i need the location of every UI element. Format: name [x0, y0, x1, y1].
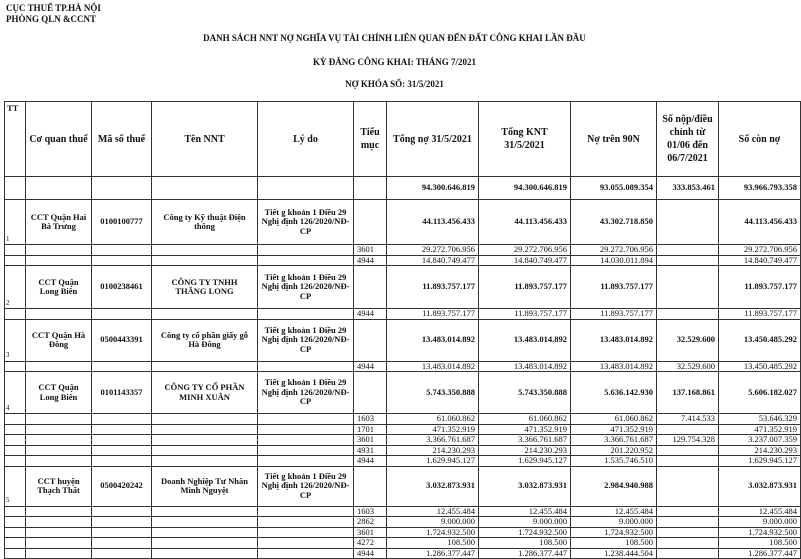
amount-remaining: 1.286.377.447 — [719, 548, 801, 559]
amount-paid — [657, 255, 719, 266]
table-sub-row — [5, 255, 801, 266]
sub-item: 3601 — [354, 245, 387, 256]
empty-cell — [152, 456, 258, 467]
amount-remaining: 1.724.932.500 — [719, 527, 801, 538]
empty-cell — [258, 414, 354, 425]
empty-cell — [26, 456, 92, 467]
publication-period: KỲ ĐĂNG CÔNG KHAI: THÁNG 7/2021 — [312, 57, 477, 67]
total-debt-sum: 94.300.646.819 — [387, 177, 479, 200]
header-left — [6, 3, 101, 25]
empty-cell — [5, 361, 26, 372]
amount-total-knt: 3.366.761.687 — [479, 435, 571, 446]
tax-agency: CCT Quận Hai Bà Trưng — [26, 200, 92, 245]
sub-item — [354, 319, 387, 361]
amount-total-knt: 14.840.749.477 — [479, 255, 571, 266]
sub-item: 1603 — [354, 506, 387, 517]
amount-over90: 13.483.014.892 — [571, 319, 657, 361]
empty-cell — [152, 361, 258, 372]
tax-code: 0500420242 — [92, 466, 152, 506]
tax-agency: CCT huyện Thạch Thất — [26, 466, 92, 506]
amount-over90: 43.302.718.850 — [571, 200, 657, 245]
empty-cell — [152, 414, 258, 425]
empty-cell — [5, 548, 26, 559]
amount-total-knt: 5.743.350.888 — [479, 372, 571, 414]
empty-cell — [5, 506, 26, 517]
amount-remaining: 11.893.757.177 — [719, 266, 801, 309]
empty-cell — [92, 517, 152, 528]
amount-remaining: 53.646.329 — [719, 414, 801, 425]
amount-paid: 129.754.328 — [657, 435, 719, 446]
empty-cell — [258, 445, 354, 456]
amount-remaining: 13.450.485.292 — [719, 319, 801, 361]
empty-cell — [26, 361, 92, 372]
sub-item: 3601 — [354, 527, 387, 538]
table-sub-row — [5, 538, 801, 549]
amount-remaining: 5.606.182.027 — [719, 372, 801, 414]
document-title: DANH SÁCH NNT NỢ NGHĨA VỤ TÀI CHÍNH LIÊN QUAN ĐẾN ĐẤT CÔNG KHAI LẦN ĐẦU — [203, 33, 586, 43]
total-knt-sum: 94.300.646.819 — [479, 177, 571, 200]
amount-paid: 137.168.861 — [657, 372, 719, 414]
amount-paid: 32.529.600 — [657, 319, 719, 361]
amount-over90: 108.500 — [571, 538, 657, 549]
reason: Tiết g khoản 1 Điều 29 Nghị định 126/2020/NĐ-CP — [258, 372, 354, 414]
amount-paid — [657, 309, 719, 320]
table-sub-row — [5, 414, 801, 425]
empty-cell — [5, 309, 26, 320]
row-number: 3 — [5, 319, 26, 361]
amount-over90: 29.272.706.956 — [571, 245, 657, 256]
table-sub-row — [5, 435, 801, 446]
reason: Tiết g khoản 1 Điều 29 Nghị định 126/2020/NĐ-CP — [258, 466, 354, 506]
amount-paid — [657, 506, 719, 517]
empty-cell — [26, 445, 92, 456]
amount-over90: 1.238.444.504 — [571, 548, 657, 559]
amount-total-knt: 13.483.014.892 — [479, 319, 571, 361]
amount-remaining: 29.272.706.956 — [719, 245, 801, 256]
amount-total-debt: 13.483.014.892 — [387, 361, 479, 372]
amount-total-debt: 9.000.000 — [387, 517, 479, 528]
row-number: 2 — [5, 266, 26, 309]
amount-paid — [657, 424, 719, 435]
empty-cell — [92, 435, 152, 446]
amount-total-knt: 29.272.706.956 — [479, 245, 571, 256]
empty-cell — [152, 435, 258, 446]
table-row — [5, 466, 801, 506]
amount-remaining: 12.455.484 — [719, 506, 801, 517]
amount-over90: 11.893.757.177 — [571, 309, 657, 320]
sub-item: 4272 — [354, 538, 387, 549]
sub-item — [354, 266, 387, 309]
amount-over90: 1.535.746.510 — [571, 456, 657, 467]
table-sub-row — [5, 445, 801, 456]
amount-remaining: 108.500 — [719, 538, 801, 549]
sub-item: 4944 — [354, 309, 387, 320]
empty-cell — [258, 538, 354, 549]
empty-cell — [26, 255, 92, 266]
empty-cell — [152, 538, 258, 549]
amount-over90: 9.000.000 — [571, 517, 657, 528]
amount-over90: 5.636.142.930 — [571, 372, 657, 414]
empty-cell — [92, 361, 152, 372]
col-header-total-knt: Tổng KNT 31/5/2021 — [479, 102, 571, 177]
amount-paid — [657, 548, 719, 559]
sub-item: 1603 — [354, 414, 387, 425]
empty-cell — [5, 255, 26, 266]
amount-paid — [657, 200, 719, 245]
empty-cell — [26, 506, 92, 517]
amount-remaining: 471.352.919 — [719, 424, 801, 435]
table-row — [5, 266, 801, 309]
amount-paid — [657, 466, 719, 506]
amount-total-knt: 13.483.014.892 — [479, 361, 571, 372]
empty-cell — [26, 424, 92, 435]
empty-cell — [5, 538, 26, 549]
empty-cell — [258, 309, 354, 320]
amount-remaining: 14.840.749.477 — [719, 255, 801, 266]
debt-table — [4, 101, 801, 559]
table-row — [5, 319, 801, 361]
amount-over90: 11.893.757.177 — [571, 266, 657, 309]
amount-total-debt: 11.893.757.177 — [387, 266, 479, 309]
reason: Tiết g khoản 1 Điều 29 Nghị định 126/2020/NĐ-CP — [258, 266, 354, 309]
amount-over90: 13.483.014.892 — [571, 361, 657, 372]
col-header-reason: Lý do — [258, 102, 354, 177]
amount-total-debt: 1.724.932.500 — [387, 527, 479, 538]
amount-over90: 61.060.862 — [571, 414, 657, 425]
tax-code: 0101143357 — [92, 372, 152, 414]
empty-cell — [92, 456, 152, 467]
empty-cell — [92, 548, 152, 559]
taxpayer-name: CÔNG TY CỔ PHẦN MINH XUÂN — [152, 372, 258, 414]
col-header-tax-code: Mã số thuế — [92, 102, 152, 177]
amount-total-debt: 14.840.749.477 — [387, 255, 479, 266]
sub-item — [354, 466, 387, 506]
empty-cell — [26, 548, 92, 559]
empty-cell — [92, 309, 152, 320]
tax-agency: CCT Quận Long Biên — [26, 372, 92, 414]
amount-remaining: 3.032.873.931 — [719, 466, 801, 506]
remaining-sum: 93.966.793.358 — [719, 177, 801, 200]
empty-cell — [258, 245, 354, 256]
reason: Tiết g khoản 1 Điều 29 Nghị định 126/2020/NĐ-CP — [258, 200, 354, 245]
amount-total-knt: 108.500 — [479, 538, 571, 549]
amount-over90: 1.724.932.500 — [571, 527, 657, 538]
empty-cell — [5, 445, 26, 456]
amount-total-debt: 5.743.350.888 — [387, 372, 479, 414]
empty-cell — [258, 548, 354, 559]
amount-total-debt: 108.500 — [387, 538, 479, 549]
col-header-remaining: Số còn nợ — [719, 102, 801, 177]
debt-cutoff: NỢ KHÓA SỔ: 31/5/2021 — [345, 79, 444, 89]
row-number: 4 — [5, 372, 26, 414]
empty-cell — [92, 538, 152, 549]
table-sub-row — [5, 361, 801, 372]
amount-total-debt: 1.629.945.127 — [387, 456, 479, 467]
table-row — [5, 200, 801, 245]
amount-over90: 471.352.919 — [571, 424, 657, 435]
table-sub-row — [5, 424, 801, 435]
amount-total-knt: 61.060.862 — [479, 414, 571, 425]
over90-sum: 93.055.089.354 — [571, 177, 657, 200]
empty-cell — [258, 456, 354, 467]
col-header-agency: Cơ quan thuế — [26, 102, 92, 177]
table-sub-row — [5, 506, 801, 517]
empty-cell — [152, 424, 258, 435]
empty-cell — [152, 517, 258, 528]
amount-paid — [657, 456, 719, 467]
amount-total-debt: 3.032.873.931 — [387, 466, 479, 506]
taxpayer-name: Doanh Nghiệp Tư Nhân Minh Nguyệt — [152, 466, 258, 506]
empty-cell — [26, 517, 92, 528]
taxpayer-name: Công ty cổ phần giấy gỗ Hà Đông — [152, 319, 258, 361]
table-sub-row — [5, 548, 801, 559]
empty-cell — [258, 361, 354, 372]
sub-item: 4944 — [354, 456, 387, 467]
amount-total-knt: 3.032.873.931 — [479, 466, 571, 506]
empty-cell — [5, 527, 26, 538]
empty-cell — [5, 424, 26, 435]
empty-cell — [92, 424, 152, 435]
empty-cell — [92, 506, 152, 517]
amount-total-knt: 12.455.484 — [479, 506, 571, 517]
amount-over90: 12.455.484 — [571, 506, 657, 517]
sub-item: 4944 — [354, 548, 387, 559]
empty-cell — [152, 255, 258, 266]
amount-total-debt: 13.483.014.892 — [387, 319, 479, 361]
tax-code: 0100238461 — [92, 266, 152, 309]
row-number: 1 — [5, 200, 26, 245]
table-sub-row — [5, 527, 801, 538]
empty-cell — [5, 245, 26, 256]
empty-cell — [152, 506, 258, 517]
empty-cell — [26, 309, 92, 320]
table-header-row — [5, 102, 801, 177]
empty-cell — [26, 538, 92, 549]
empty-cell — [92, 255, 152, 266]
amount-total-knt: 1.724.932.500 — [479, 527, 571, 538]
empty-cell — [5, 456, 26, 467]
amount-paid — [657, 517, 719, 528]
sub-item — [354, 200, 387, 245]
col-header-tt: TT — [5, 102, 26, 177]
col-header-sub: Tiểu mục — [354, 102, 387, 177]
sub-item — [354, 372, 387, 414]
amount-over90: 3.366.761.687 — [571, 435, 657, 446]
col-header-over90: Nợ trên 90N — [571, 102, 657, 177]
empty-cell — [152, 527, 258, 538]
sub-item: 2862 — [354, 517, 387, 528]
amount-paid — [657, 245, 719, 256]
amount-remaining: 1.629.945.127 — [719, 456, 801, 467]
taxpayer-name: Công ty Kỹ thuật Điện thông — [152, 200, 258, 245]
amount-over90: 14.030.011.894 — [571, 255, 657, 266]
empty-cell — [258, 527, 354, 538]
amount-remaining: 13.450.485.292 — [719, 361, 801, 372]
empty-cell — [5, 414, 26, 425]
tax-code: 0500443391 — [92, 319, 152, 361]
empty-cell — [258, 506, 354, 517]
amount-total-debt: 61.060.862 — [387, 414, 479, 425]
amount-remaining: 11.893.757.177 — [719, 309, 801, 320]
amount-paid — [657, 538, 719, 549]
amount-paid — [657, 445, 719, 456]
empty-cell — [26, 414, 92, 425]
empty-cell — [5, 517, 26, 528]
empty-cell — [152, 548, 258, 559]
amount-total-debt: 1.286.377.447 — [387, 548, 479, 559]
empty-cell — [92, 245, 152, 256]
amount-total-knt: 9.000.000 — [479, 517, 571, 528]
table-sub-row — [5, 245, 801, 256]
table-sub-row — [5, 456, 801, 467]
empty-cell — [26, 527, 92, 538]
empty-cell — [258, 255, 354, 266]
col-header-total-debt: Tổng nợ 31/5/2021 — [387, 102, 479, 177]
amount-total-knt: 44.113.456.433 — [479, 200, 571, 245]
col-header-name: Tên NNT — [152, 102, 258, 177]
amount-paid — [657, 527, 719, 538]
empty-cell — [26, 245, 92, 256]
amount-total-debt: 12.455.484 — [387, 506, 479, 517]
amount-total-knt: 11.893.757.177 — [479, 266, 571, 309]
col-header-paid: Số nộp/điều chỉnh từ 01/06 đến 06/7/2021 — [657, 102, 719, 177]
tax-agency: CCT Quận Long Biên — [26, 266, 92, 309]
amount-total-knt: 1.629.945.127 — [479, 456, 571, 467]
empty-cell — [258, 435, 354, 446]
table-sub-row — [5, 517, 801, 528]
amount-over90: 2.984.940.988 — [571, 466, 657, 506]
amount-paid: 32.529.600 — [657, 361, 719, 372]
amount-remaining: 3.237.007.359 — [719, 435, 801, 446]
row-number: 5 — [5, 466, 26, 506]
paid-sum: 333.853.461 — [657, 177, 719, 200]
amount-remaining: 214.230.293 — [719, 445, 801, 456]
department-name: PHÒNG QLN &CCNT — [6, 14, 96, 24]
empty-cell — [258, 517, 354, 528]
empty-cell — [152, 245, 258, 256]
amount-total-debt: 44.113.456.433 — [387, 200, 479, 245]
empty-cell — [92, 445, 152, 456]
amount-paid: 7.414.533 — [657, 414, 719, 425]
amount-paid — [657, 266, 719, 309]
empty-cell — [152, 309, 258, 320]
sub-item: 4931 — [354, 445, 387, 456]
sub-item: 4944 — [354, 255, 387, 266]
amount-over90: 201.220.952 — [571, 445, 657, 456]
amount-total-debt: 29.272.706.956 — [387, 245, 479, 256]
amount-total-knt: 11.893.757.177 — [479, 309, 571, 320]
empty-cell — [5, 435, 26, 446]
empty-cell — [26, 435, 92, 446]
amount-total-debt: 11.893.757.177 — [387, 309, 479, 320]
sub-item: 1701 — [354, 424, 387, 435]
empty-cell — [258, 424, 354, 435]
totals-row — [5, 177, 801, 200]
tax-code: 0100100777 — [92, 200, 152, 245]
empty-cell — [152, 445, 258, 456]
amount-total-debt: 3.366.761.687 — [387, 435, 479, 446]
empty-cell — [92, 414, 152, 425]
amount-remaining: 9.000.000 — [719, 517, 801, 528]
table-sub-row — [5, 309, 801, 320]
agency-name: CỤC THUẾ TP.HÀ NỘI — [6, 3, 101, 13]
sub-item: 3601 — [354, 435, 387, 446]
amount-total-debt: 471.352.919 — [387, 424, 479, 435]
empty-cell — [92, 527, 152, 538]
tax-agency: CCT Quận Hà Đông — [26, 319, 92, 361]
reason: Tiết g khoản 1 Điều 29 Nghị định 126/2020/NĐ-CP — [258, 319, 354, 361]
sub-item: 4944 — [354, 361, 387, 372]
taxpayer-name: CÔNG TY TNHH THĂNG LONG — [152, 266, 258, 309]
amount-total-knt: 471.352.919 — [479, 424, 571, 435]
amount-total-knt: 214.230.293 — [479, 445, 571, 456]
amount-remaining: 44.113.456.433 — [719, 200, 801, 245]
amount-total-debt: 214.230.293 — [387, 445, 479, 456]
table-row — [5, 372, 801, 414]
amount-total-knt: 1.286.377.447 — [479, 548, 571, 559]
